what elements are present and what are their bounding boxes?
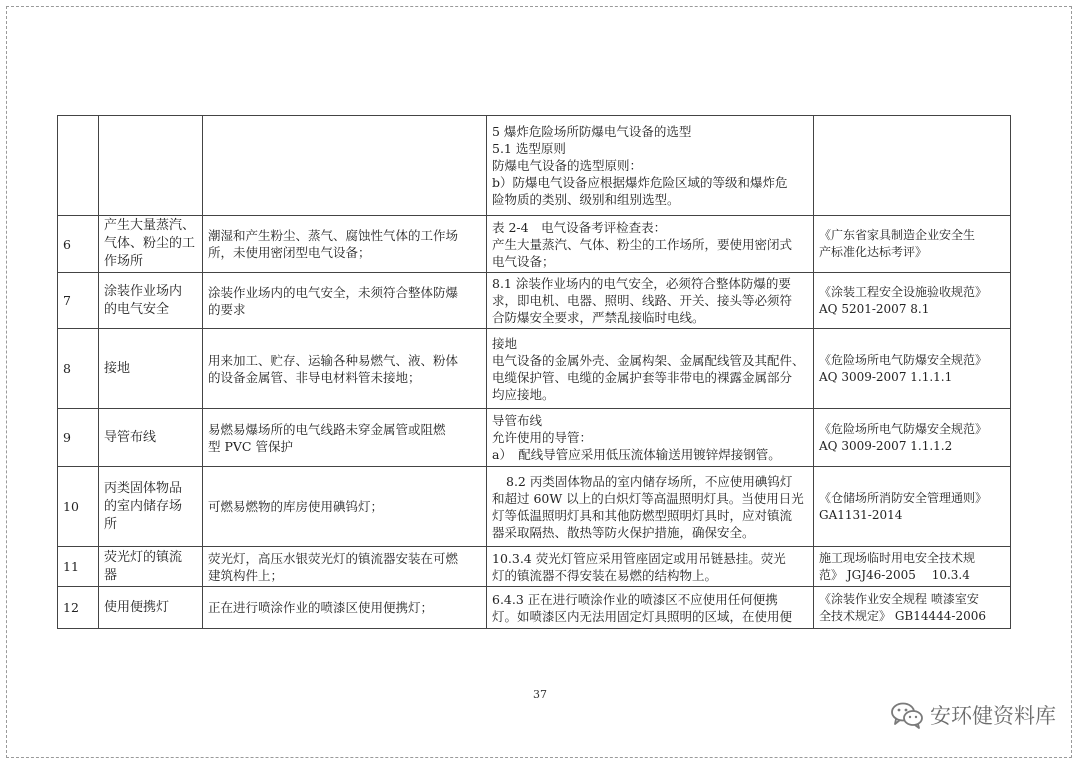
cell-requirement-line: 合防爆安全要求，严禁乱接临时电线。 [492, 310, 705, 325]
cell-standard [814, 587, 1011, 629]
cell-standard-line: AQ 3009-2007 1.1.1.1 [819, 369, 953, 384]
cell-requirement-line: 导管布线 [492, 413, 543, 428]
cell-standard-line: 《涂装作业安全规程 喷漆室安 [819, 591, 979, 606]
cell-number: 9 [58, 409, 99, 467]
cell-item-line: 导管布线 [104, 429, 157, 445]
cell-standard [814, 329, 1011, 409]
cell-requirement-line: 允许使用的导管： [492, 430, 593, 445]
cell-requirement-line: 求，即电机、电器、照明、线路、开关、接头等必须符 [492, 293, 793, 308]
cell-item [99, 467, 203, 547]
cell-item-line: 丙类固体物品 [104, 480, 183, 496]
cell-standard [814, 116, 1011, 216]
table-row [58, 547, 1011, 587]
cell-standard [814, 409, 1011, 467]
cell-item-line: 气体、粉尘的工 [104, 236, 196, 251]
table-row [58, 409, 1011, 467]
cell-item-line: 所 [104, 516, 118, 532]
cell-hazard-line: 用来加工、贮存、运输各种易燃气、液、粉体 [208, 352, 459, 368]
cell-standard [814, 216, 1011, 273]
table-row [58, 216, 1011, 273]
cell-requirement-line: 防爆电气设备的选型原则： [492, 158, 643, 173]
cell-requirement-line: 均应接地。 [492, 386, 555, 402]
cell-requirement [487, 467, 814, 547]
page-number: 37 [533, 688, 547, 701]
cell-requirement-line: 表 2-4 电气设备考评检查表： [492, 219, 667, 235]
cell-requirement-line: 灯。如喷漆区内无法用固定灯具照明的区域，在使用便 [492, 608, 793, 624]
cell-item-line: 产生大量蒸汽、 [104, 218, 196, 233]
cell-hazard-line: 涂装作业场内的电气安全，未须符合整体防爆 [208, 284, 459, 300]
cell-standard-line: AQ 3009-2007 1.1.1.2 [819, 438, 953, 453]
watermark [890, 700, 1056, 730]
cell-requirement-line: 灯的镇流器不得安装在易燃的结构物上。 [492, 567, 718, 583]
cell-item [99, 329, 203, 409]
cell-requirement-line: 灯等低温照明灯具和其他防燃型照明灯具时，应对镇流 [492, 507, 793, 523]
safety-table [57, 115, 1011, 629]
cell-hazard-line: 荧光灯，高压水银荧光灯的镇流器安装在可燃 [208, 550, 459, 566]
cell-number: 10 [58, 467, 99, 547]
cell-requirement-line: 5 爆炸危险场所防爆电气设备的选型 [492, 124, 692, 139]
cell-requirement [487, 329, 814, 409]
cell-hazard-line: 的要求 [208, 301, 246, 317]
cell-standard-line: 范》 JGJ46-2005 10.3.4 [819, 567, 970, 582]
wechat-icon [890, 701, 924, 729]
cell-requirement-line: 产生大量蒸汽、气体、粉尘的工作场所，要使用密闭式 [492, 236, 793, 252]
cell-number: 7 [58, 273, 99, 329]
table-row [58, 587, 1011, 629]
cell-standard-line: GA1131-2014 [819, 507, 903, 522]
cell-standard [814, 273, 1011, 329]
cell-hazard [203, 116, 487, 216]
cell-standard-line: 《危险场所电气防爆安全规范》 [819, 421, 988, 436]
cell-item-line: 涂装作业场内 [104, 283, 183, 299]
cell-hazard [203, 329, 487, 409]
cell-item [99, 547, 203, 587]
cell-standard-line: 产标准化达标考评》 [819, 245, 928, 259]
cell-hazard-line: 建筑构件上； [208, 567, 284, 583]
cell-number: 12 [58, 587, 99, 629]
cell-number [58, 116, 99, 216]
table-row [58, 467, 1011, 547]
cell-standard-line: 《危险场所电气防爆安全规范》 [819, 352, 988, 367]
cell-item [99, 273, 203, 329]
cell-requirement-line: 器采取隔热、散热等防火保护措施，确保安全。 [492, 524, 755, 540]
cell-hazard [203, 216, 487, 273]
cell-item-line: 的室内储存场 [104, 498, 183, 514]
table-row [58, 273, 1011, 329]
cell-hazard [203, 467, 487, 547]
cell-requirement-line: 和超过 60W 以上的白炽灯等高温照明灯具。当使用日光 [492, 490, 804, 506]
cell-requirement-line: 险物质的类别、级别和组别选型。 [492, 192, 680, 207]
cell-standard [814, 467, 1011, 547]
cell-item-line: 作场所 [104, 254, 144, 269]
cell-item-line: 荧光灯的镇流 [104, 549, 183, 565]
cell-hazard-line: 所，未使用密闭型电气设备； [208, 245, 371, 260]
cell-requirement [487, 409, 814, 467]
cell-standard-line: 《仓储场所消防安全管理通则》 [819, 490, 988, 505]
cell-standard-line: 全技术规定》 GB14444-2006 [819, 608, 986, 623]
cell-requirement-line: b）防爆电气设备应根据爆炸危险区域的等级和爆炸危 [492, 175, 788, 190]
cell-number: 8 [58, 329, 99, 409]
table-row [58, 116, 1011, 216]
cell-number: 6 [58, 216, 99, 273]
cell-standard [814, 547, 1011, 587]
cell-requirement-line: 6.4.3 正在进行喷涂作业的喷漆区不应使用任何便携 [492, 591, 778, 607]
cell-hazard-line: 易燃易爆场所的电气线路未穿金属管或阻燃 [208, 421, 446, 437]
cell-standard-line: 施工现场临时用电安全技术规 [819, 550, 976, 565]
cell-item-line: 器 [104, 567, 118, 583]
cell-item-line: 使用便携灯 [104, 599, 170, 615]
cell-requirement [487, 547, 814, 587]
cell-requirement-line: 接地 [492, 335, 518, 351]
cell-requirement [487, 116, 814, 216]
cell-hazard-line: 可燃易燃物的库房使用碘钨灯； [208, 499, 384, 514]
cell-hazard [203, 409, 487, 467]
cell-standard-line: AQ 5201-2007 8.1 [819, 301, 930, 316]
cell-requirement [487, 273, 814, 329]
cell-standard-line: 《广东省家具制造企业安全生 [819, 228, 976, 242]
cell-requirement-line: 电缆保护管、电缆的金属护套等非带电的裸露金属部分 [492, 369, 793, 385]
table-row [58, 329, 1011, 409]
cell-requirement-line: 电气设备； [492, 253, 555, 269]
watermark-text: 安环健资料库 [930, 704, 1056, 728]
cell-hazard-line: 潮湿和产生粉尘、蒸气、腐蚀性气体的工作场 [208, 228, 459, 243]
cell-hazard [203, 547, 487, 587]
cell-item [99, 116, 203, 216]
cell-hazard-line: 的设备金属管、非导电材料管未接地； [208, 369, 421, 385]
cell-hazard-line: 正在进行喷涂作业的喷漆区使用便携灯； [208, 600, 434, 615]
cell-standard-line: 《涂装工程安全设施验收规范》 [819, 284, 988, 299]
cell-hazard [203, 587, 487, 629]
cell-requirement-line: 8.1 涂装作业场内的电气安全，必须符合整体防爆的要 [492, 276, 791, 291]
cell-item [99, 216, 203, 273]
cell-requirement-line: a） 配线导管应采用低压流体输送用镀锌焊接钢管。 [492, 447, 781, 462]
cell-item-line: 的电气安全 [104, 301, 170, 317]
cell-requirement-line: 8.2 丙类固体物品的室内储存场所，不应使用碘钨灯 [506, 473, 793, 489]
cell-number: 11 [58, 547, 99, 587]
cell-requirement [487, 216, 814, 273]
cell-item [99, 587, 203, 629]
cell-requirement-line: 电气设备的金属外壳、金属构架、金属配线管及其配件、 [492, 352, 805, 368]
cell-item-line: 接地 [104, 360, 131, 376]
cell-hazard [203, 273, 487, 329]
cell-item [99, 409, 203, 467]
cell-requirement [487, 587, 814, 629]
cell-hazard-line: 型 PVC 管保护 [208, 438, 293, 454]
cell-requirement-line: 5.1 选型原则 [492, 141, 566, 156]
cell-requirement-line: 10.3.4 荧光灯管应采用管座固定或用吊链悬挂。荧光 [492, 550, 786, 566]
